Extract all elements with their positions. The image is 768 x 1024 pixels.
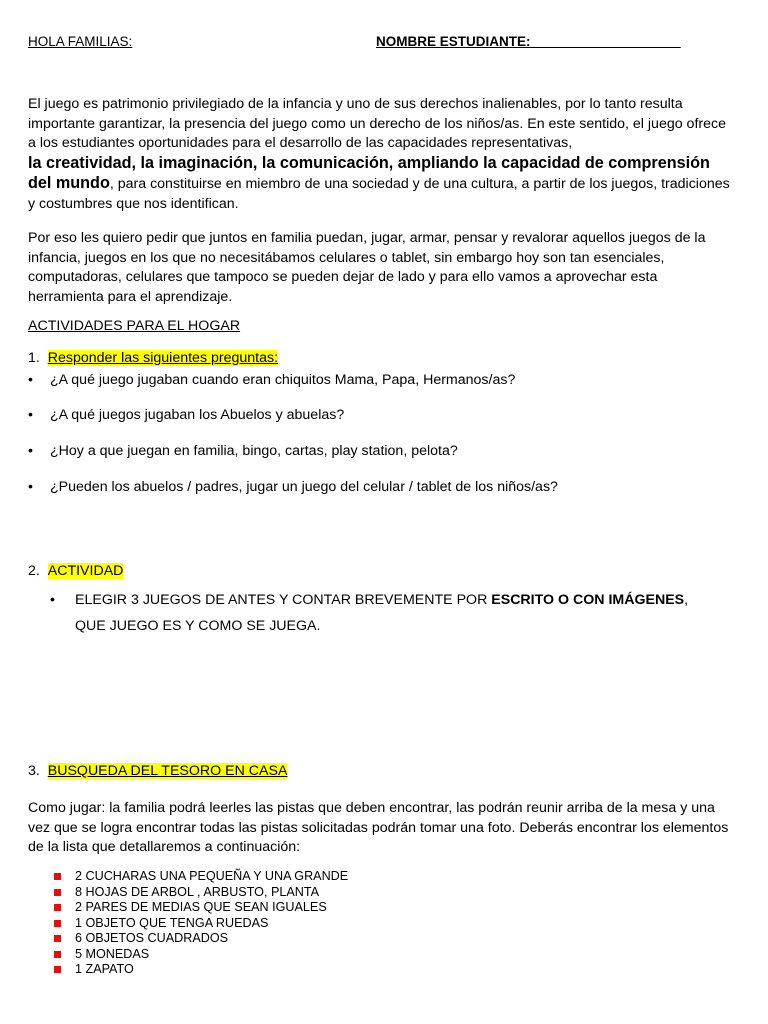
section3-instructions: Como jugar: la familia podrá leerles las pistas que deben encontrar, las podrán reunir arriba de la mesa y una vez que se logra encontrar todas las pistas solicitadas podrán tomar una foto. Deberás encontrar los elementos de la lista que detallaremos a continuación: [28, 800, 729, 855]
question-text: ¿Hoy a que juegan en familia, bingo, cartas, play station, pelota? [50, 443, 458, 459]
question-text: ¿Pueden los abuelos / padres, jugar un juego del celular / tablet de los niños/as? [50, 479, 558, 495]
list-item [46, 947, 348, 963]
red-square-bullet-icon [54, 904, 61, 911]
intro-text-2: , para constituirse en miembro de una sociedad y de una cultura, a partir de los juegos, tradiciones y costumbres que nos identifican. [28, 176, 730, 212]
list-item [46, 931, 348, 947]
intro-text-1: El juego es patrimonio privilegiado de la infancia y uno de sus derechos inalienables, por lo tanto resulta importante garantizar, la presencia del juego como un derecho de los niños/as. En este sentido, el juego ofrece a los estudiantes oportunidades para el desarrollo de las capacidades representativas, [28, 96, 726, 151]
list-item [46, 869, 348, 885]
list-item [46, 900, 348, 916]
section3-title: BUSQUEDA DEL TESORO EN CASA [47, 763, 288, 779]
red-square-bullet-icon [54, 951, 61, 958]
section1-number: 1. [28, 350, 40, 366]
list-item-text: 8 HOJAS DE ARBOL , ARBUSTO, PLANTA [75, 884, 320, 899]
activity2-text [48, 587, 698, 639]
activities-title: ACTIVIDADES PARA EL HOGAR [28, 318, 241, 334]
intro-paragraph [28, 95, 736, 214]
list-item-text: 1 ZAPATO [75, 962, 134, 976]
bullet: • [28, 479, 33, 495]
list-item-text: 6 OBJETOS CUADRADOS [75, 931, 229, 945]
section1-title: Responder las siguientes preguntas: [47, 350, 279, 366]
red-square-bullet-icon [54, 966, 61, 973]
student-name-field[interactable]: NOMBRE ESTUDIANTE:____________________ [376, 34, 681, 49]
activity2-text-end: , QUE JUEGO ES Y COMO SE JUEGA. [75, 592, 689, 634]
list-item [46, 962, 348, 978]
section2-number: 2. [28, 563, 40, 579]
section3-number: 3. [28, 763, 40, 779]
bullet: • [28, 372, 33, 388]
red-square-bullet-icon [54, 935, 61, 942]
activity2-text-bold: ESCRITO O CON IMÁGENES [491, 592, 685, 608]
bullet: • [28, 443, 33, 459]
list-item-text: 1 OBJETO QUE TENGA RUEDAS [75, 915, 269, 930]
section1-heading [28, 350, 278, 366]
bullet: • [28, 407, 33, 423]
bullet: • [50, 592, 55, 608]
list-item-text: 5 MONEDAS [75, 946, 150, 961]
activity2-text-start: ELEGIR 3 JUEGOS DE ANTES Y CONTAR BREVEMENTE POR [75, 592, 492, 608]
question-text: ¿A qué juegos jugaban los Abuelos y abuelas? [50, 407, 345, 423]
section2-title: ACTIVIDAD [47, 563, 124, 579]
activity2-item [48, 587, 698, 639]
list-item [46, 885, 348, 901]
red-square-bullet-icon [54, 873, 61, 880]
greeting: HOLA FAMILIAS: [28, 34, 133, 49]
list-item-text: 2 CUCHARAS UNA PEQUEÑA Y UNA GRANDE [75, 869, 349, 883]
intro-emphasis: la creatividad, la imaginación, la comunicación, ampliando la capacidad de comprensión del mundo [28, 153, 710, 192]
section3-heading [28, 763, 287, 779]
red-square-bullet-icon [54, 920, 61, 927]
header [28, 34, 740, 54]
question-text: ¿A qué juego jugaban cuando eran chiquitos Mama, Papa, Hermanos/as? [50, 372, 516, 388]
section2-heading [28, 563, 123, 579]
request-paragraph: Por eso les quiero pedir que juntos en familia puedan, jugar, armar, pensar y revalorar aquellos juegos de la infancia, juegos en los que no necesitábamos celulares o tablet, sin embargo hoy son tan esenciales, computadoras, celulares que tampoco se pueden dejar de lado y para ello vamos a aprovechar esta herramienta para el aprendizaje. [28, 230, 706, 305]
list-item [46, 916, 348, 932]
red-square-bullet-icon [54, 889, 61, 896]
list-item-text: 2 PARES DE MEDIAS QUE SEAN IGUALES [75, 900, 327, 914]
treasure-list [46, 869, 348, 978]
